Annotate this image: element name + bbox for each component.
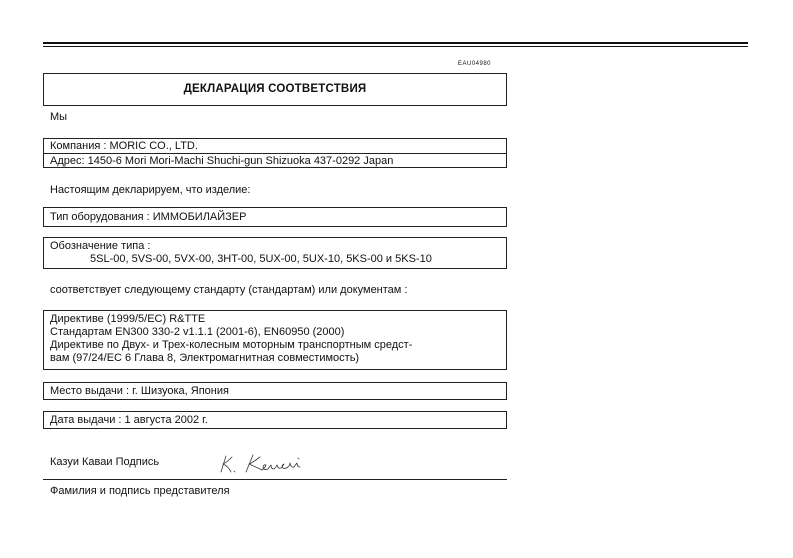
signature-line <box>43 479 507 480</box>
equipment-box <box>43 207 507 227</box>
title-box <box>43 73 507 106</box>
place-of-issue: Место выдачи : г. Шизуока, Япония <box>50 385 229 397</box>
company-name: Компания : MORIC CO., LTD. <box>50 140 198 152</box>
top-rule-thin <box>43 46 748 47</box>
type-designation-values: 5SL-00, 5VS-00, 5VX-00, 3HT-00, 5UX-00, 5UX-10, 5KS-00 и 5KS-10 <box>90 253 432 265</box>
type-designation-label: Обозначение типа : <box>50 240 151 252</box>
date-box <box>43 411 507 429</box>
directive-line: Директиве по Двух- и Трех-колесным моторным транспортным средст- <box>50 339 413 351</box>
directive-line: Директиве (1999/5/EC) R&TTE <box>50 313 206 325</box>
conforms-text: соответствует следующему стандарту (стандартам) или документам : <box>50 284 408 296</box>
signer-name-label: Казуи Каваи Подпись <box>50 456 160 468</box>
directives-box <box>43 310 507 370</box>
place-box <box>43 382 507 400</box>
equipment-type: Тип оборудования : ИММОБИЛАЙЗЕР <box>50 211 247 223</box>
top-rule-thick <box>43 42 748 44</box>
type-designation-box <box>43 237 507 269</box>
document-title: ДЕКЛАРАЦИЯ СООТВЕТСТВИЯ <box>183 83 367 95</box>
directive-line: вам (97/24/EC 6 Глава 8, Электромагнитная совместимость) <box>50 352 360 364</box>
document-code: EAU04980 <box>458 61 492 67</box>
directive-line: Стандартам EN300 330-2 v1.1.1 (2001-6), EN60950 (2000) <box>50 326 345 338</box>
we-label: Мы <box>50 111 68 123</box>
company-box <box>43 138 507 168</box>
signature-caption: Фамилия и подпись представителя <box>50 485 230 497</box>
date-of-issue: Дата выдачи : 1 августа 2002 г. <box>50 414 208 426</box>
declare-text: Настоящим декларируем, что изделие: <box>50 184 251 196</box>
handwritten-signature <box>218 450 318 476</box>
company-address: Адрес: 1450-6 Mori Mori-Machi Shuchi-gun Shizuoka 437-0292 Japan <box>44 153 506 168</box>
